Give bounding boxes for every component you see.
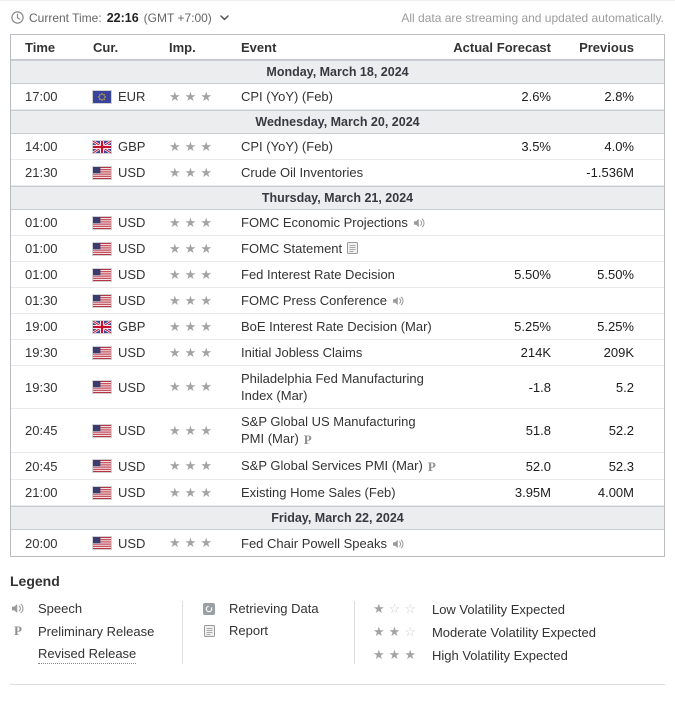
- filled-star-icon: ★: [200, 535, 212, 550]
- filled-star-icon: ★: [184, 240, 197, 256]
- speech-icon: [392, 296, 405, 306]
- importance-stars-icon: [169, 293, 216, 308]
- event-forecast: 5.50%: [514, 267, 551, 282]
- col-header-previous: Previous: [579, 39, 634, 55]
- event-name[interactable]: CPI (YoY) (Feb): [241, 89, 333, 104]
- filled-star-icon: ★: [169, 292, 181, 308]
- preliminary-release-icon: P: [427, 459, 436, 474]
- filled-star-icon: ★: [184, 344, 197, 360]
- legend-item-retrieving-data: [201, 601, 354, 616]
- event-forecast: 214K: [520, 345, 551, 360]
- event-row: [11, 210, 664, 236]
- empty-star-icon: ☆: [404, 601, 416, 616]
- event-time: 19:30: [25, 345, 58, 360]
- filled-star-icon: ★: [388, 647, 401, 662]
- legend-title: Legend: [10, 573, 60, 589]
- legend-label: Moderate Volatility Expected: [431, 624, 597, 640]
- event-row: [11, 236, 664, 262]
- event-row: [11, 134, 664, 160]
- gb-flag-icon: [93, 321, 111, 333]
- event-time: 19:00: [25, 319, 58, 334]
- current-time-value: 22:16: [106, 10, 139, 25]
- event-time: 20:45: [25, 458, 58, 474]
- event-currency: [93, 423, 169, 438]
- event-name[interactable]: Crude Oil Inventories: [241, 165, 364, 180]
- col-header-event: Event: [241, 39, 277, 55]
- filled-star-icon: ★: [184, 484, 197, 500]
- filled-star-icon: ★: [388, 624, 401, 639]
- preliminary-release-icon: P: [303, 432, 312, 447]
- chevron-down-icon[interactable]: [220, 15, 229, 21]
- legend-item-speech: [10, 601, 182, 616]
- importance-stars-icon: [169, 267, 216, 282]
- importance-stars-icon: [169, 241, 216, 256]
- event-name[interactable]: FOMC Economic Projections: [241, 215, 408, 230]
- event-row: [11, 314, 664, 340]
- empty-star-icon: ☆: [404, 624, 416, 639]
- event-name[interactable]: Philadelphia Fed Manufacturing Index (Mar): [241, 371, 424, 403]
- legend-label: Low Volatility Expected: [431, 601, 565, 617]
- legend-label: Report: [229, 623, 269, 638]
- clock-icon: [11, 11, 24, 24]
- preliminary-release-icon: P: [14, 623, 22, 638]
- event-name[interactable]: S&P Global US Manufacturing PMI (Mar): [241, 414, 416, 446]
- filled-star-icon: ★: [200, 164, 212, 180]
- event-time: 14:00: [25, 139, 58, 154]
- currency-code: GBP: [118, 319, 146, 334]
- event-forecast: 3.95M: [514, 485, 551, 500]
- us-flag-icon: [93, 381, 111, 393]
- col-header-actual: Actual: [453, 39, 493, 55]
- us-flag-icon: [93, 167, 111, 179]
- filled-star-icon: ★: [184, 266, 197, 282]
- three-star-rating-icon: [373, 647, 420, 663]
- eu-flag-icon: [93, 91, 111, 103]
- event-row: [11, 262, 664, 288]
- legend-item-revised-release: [10, 646, 182, 664]
- col-header-forecast: Forecast: [496, 39, 551, 55]
- filled-star-icon: ★: [169, 88, 181, 104]
- event-row: [11, 366, 664, 409]
- event-row: [11, 480, 664, 506]
- legend-item-report: [201, 623, 354, 638]
- filled-star-icon: ★: [169, 344, 181, 360]
- event-name[interactable]: FOMC Press Conference: [241, 293, 387, 308]
- event-row: [11, 340, 664, 366]
- filled-star-icon: ★: [169, 138, 181, 154]
- event-previous: 4.0%: [604, 139, 634, 154]
- importance-stars-icon: [169, 165, 216, 180]
- filled-star-icon: ★: [169, 214, 181, 230]
- event-row: [11, 84, 664, 110]
- filled-star-icon: ★: [200, 138, 212, 154]
- event-currency: [93, 380, 169, 395]
- event-time: 17:00: [25, 89, 58, 104]
- importance-stars-icon: [169, 458, 216, 473]
- filled-star-icon: ★: [373, 601, 385, 616]
- date-header-row: Wednesday, March 20, 2024: [11, 110, 664, 134]
- currency-code: USD: [118, 293, 146, 308]
- event-currency: [93, 165, 169, 180]
- filled-star-icon: ★: [184, 88, 197, 104]
- currency-code: USD: [118, 458, 146, 474]
- filled-star-icon: ★: [200, 422, 212, 438]
- legend-label: Speech: [38, 601, 83, 616]
- filled-star-icon: ★: [169, 266, 181, 282]
- col-header-time: Time: [25, 39, 56, 55]
- col-header-importance: Imp.: [169, 39, 196, 55]
- us-flag-icon: [93, 460, 111, 472]
- us-flag-icon: [93, 537, 111, 549]
- importance-stars-icon: [169, 379, 216, 394]
- event-previous: 52.3: [608, 458, 634, 474]
- filled-star-icon: ★: [200, 344, 212, 360]
- report-icon: [347, 242, 358, 254]
- importance-stars-icon: [169, 535, 216, 550]
- filled-star-icon: ★: [184, 458, 197, 473]
- event-previous: 2.8%: [604, 89, 634, 104]
- event-forecast: 2.6%: [521, 89, 551, 104]
- event-previous: 4.00M: [597, 485, 634, 500]
- event-time: 01:00: [25, 267, 58, 282]
- filled-star-icon: ★: [184, 318, 197, 334]
- importance-stars-icon: [169, 485, 216, 500]
- currency-code: USD: [118, 345, 146, 360]
- filled-star-icon: ★: [169, 458, 181, 473]
- legend-item-low-volatility: [373, 601, 665, 617]
- currency-code: USD: [118, 379, 146, 395]
- filled-star-icon: ★: [404, 647, 416, 662]
- filled-star-icon: ★: [169, 379, 181, 394]
- report-icon: [201, 625, 217, 637]
- importance-stars-icon: [169, 423, 216, 438]
- bottom-divider: [10, 684, 665, 685]
- event-time: 19:30: [25, 379, 58, 395]
- event-name[interactable]: FOMC Statement: [241, 241, 343, 256]
- event-row: [11, 160, 664, 186]
- legend-label: Preliminary Release: [38, 623, 155, 639]
- event-name[interactable]: Fed Chair Powell Speaks: [241, 535, 387, 551]
- event-row: [11, 530, 664, 556]
- filled-star-icon: ★: [184, 164, 197, 180]
- event-currency: [93, 536, 169, 551]
- speech-icon: [10, 603, 26, 614]
- filled-star-icon: ★: [373, 624, 385, 639]
- filled-star-icon: ★: [200, 318, 212, 334]
- event-row: [11, 453, 664, 480]
- us-flag-icon: [93, 295, 111, 307]
- event-currency: [93, 293, 169, 308]
- filled-star-icon: ★: [169, 318, 181, 334]
- table-header: [11, 35, 664, 60]
- event-previous: 5.25%: [597, 319, 634, 334]
- event-previous: 5.50%: [597, 267, 634, 282]
- legend-item-moderate-volatility: [373, 624, 665, 640]
- filled-star-icon: ★: [169, 422, 181, 438]
- legend-label: High Volatility Expected: [431, 647, 568, 663]
- currency-code: EUR: [118, 89, 146, 104]
- legend-label: Retrieving Data: [229, 601, 319, 616]
- timezone-label: (GMT +7:00): [143, 10, 212, 25]
- event-name[interactable]: CPI (YoY) (Feb): [241, 139, 333, 154]
- event-currency: [93, 241, 169, 256]
- filled-star-icon: ★: [200, 240, 212, 256]
- currency-code: USD: [118, 267, 146, 282]
- event-name[interactable]: S&P Global Services PMI (Mar): [241, 458, 423, 473]
- event-forecast: 5.25%: [514, 319, 551, 334]
- importance-stars-icon: [169, 89, 216, 104]
- legend-item-high-volatility: [373, 647, 665, 663]
- streaming-note: All data are streaming and updated automatically.: [401, 10, 664, 25]
- event-name[interactable]: Initial Jobless Claims: [241, 345, 363, 360]
- filled-star-icon: ★: [184, 292, 197, 308]
- filled-star-icon: ★: [169, 535, 181, 550]
- event-previous: 5.2: [615, 379, 634, 395]
- filled-star-icon: ★: [200, 88, 212, 104]
- us-flag-icon: [93, 347, 111, 359]
- us-flag-icon: [93, 269, 111, 281]
- event-time: 01:30: [25, 293, 58, 308]
- importance-stars-icon: [169, 345, 216, 360]
- event-time: 21:00: [25, 485, 58, 500]
- legend-column-data-states: [182, 601, 354, 664]
- event-currency: [93, 139, 169, 154]
- importance-stars-icon: [169, 139, 216, 154]
- event-time: 21:30: [25, 165, 58, 180]
- empty-star-icon: ☆: [388, 601, 401, 616]
- event-currency: [93, 345, 169, 360]
- event-name[interactable]: Fed Interest Rate Decision: [241, 267, 395, 282]
- event-time: 01:00: [25, 215, 58, 230]
- filled-star-icon: ★: [200, 214, 212, 230]
- currency-code: USD: [118, 535, 146, 551]
- filled-star-icon: ★: [200, 266, 212, 282]
- current-time-control[interactable]: [11, 11, 229, 25]
- legend-column-symbols: [10, 601, 182, 664]
- event-previous: 209K: [603, 345, 634, 360]
- topbar: [0, 1, 675, 34]
- retrieving-data-icon: [201, 603, 217, 615]
- importance-stars-icon: [169, 215, 216, 230]
- filled-star-icon: ★: [169, 240, 181, 256]
- currency-code: USD: [118, 241, 146, 256]
- event-time: 20:00: [25, 535, 58, 551]
- legend-item-preliminary-release: [10, 623, 182, 639]
- event-row: [11, 288, 664, 314]
- speech-icon: [392, 539, 405, 549]
- filled-star-icon: ★: [200, 292, 212, 308]
- col-header-currency: Cur.: [93, 39, 119, 55]
- event-forecast: -1.8: [528, 379, 551, 395]
- currency-code: USD: [118, 423, 146, 438]
- event-currency: [93, 89, 169, 104]
- currency-code: USD: [118, 165, 146, 180]
- filled-star-icon: ★: [200, 458, 212, 473]
- event-currency: [93, 267, 169, 282]
- table-body: [11, 60, 664, 556]
- filled-star-icon: ★: [184, 214, 197, 230]
- event-forecast: 52.0: [525, 458, 551, 474]
- event-row: [11, 409, 664, 453]
- currency-code: GBP: [118, 139, 146, 154]
- filled-star-icon: ★: [200, 484, 212, 500]
- date-header-row: Thursday, March 21, 2024: [11, 186, 664, 210]
- event-time: 20:45: [25, 423, 58, 438]
- legend: [10, 573, 665, 664]
- event-name[interactable]: BoE Interest Rate Decision (Mar): [241, 319, 432, 334]
- us-flag-icon: [93, 217, 111, 229]
- filled-star-icon: ★: [184, 535, 197, 550]
- us-flag-icon: [93, 425, 111, 437]
- current-time-label: Current Time:: [29, 10, 102, 25]
- event-currency: [93, 485, 169, 500]
- date-header-row: Monday, March 18, 2024: [11, 60, 664, 84]
- legend-column-volatility: [354, 601, 665, 664]
- us-flag-icon: [93, 487, 111, 499]
- event-previous: -1.536M: [586, 165, 634, 180]
- speech-icon: [413, 218, 426, 228]
- filled-star-icon: ★: [200, 379, 212, 394]
- event-previous: 52.2: [608, 423, 634, 438]
- us-flag-icon: [93, 243, 111, 255]
- filled-star-icon: ★: [184, 379, 197, 394]
- one-star-rating-icon: [373, 601, 420, 617]
- filled-star-icon: ★: [373, 647, 385, 662]
- event-currency: [93, 459, 169, 474]
- event-time: 01:00: [25, 241, 58, 256]
- event-name[interactable]: Existing Home Sales (Feb): [241, 485, 396, 500]
- event-forecast: 3.5%: [521, 139, 551, 154]
- filled-star-icon: ★: [184, 422, 197, 438]
- event-currency: [93, 215, 169, 230]
- filled-star-icon: ★: [169, 484, 181, 500]
- currency-code: USD: [118, 485, 146, 500]
- economic-calendar-table: [10, 34, 665, 557]
- filled-star-icon: ★: [184, 138, 197, 154]
- event-currency: [93, 319, 169, 334]
- event-forecast: 51.8: [525, 423, 551, 438]
- importance-stars-icon: [169, 319, 216, 334]
- date-header-row: Friday, March 22, 2024: [11, 506, 664, 530]
- two-star-rating-icon: [373, 624, 420, 640]
- gb-flag-icon: [93, 141, 111, 153]
- legend-label-revised-release: Revised Release: [38, 646, 136, 664]
- currency-code: USD: [118, 215, 146, 230]
- filled-star-icon: ★: [169, 164, 181, 180]
